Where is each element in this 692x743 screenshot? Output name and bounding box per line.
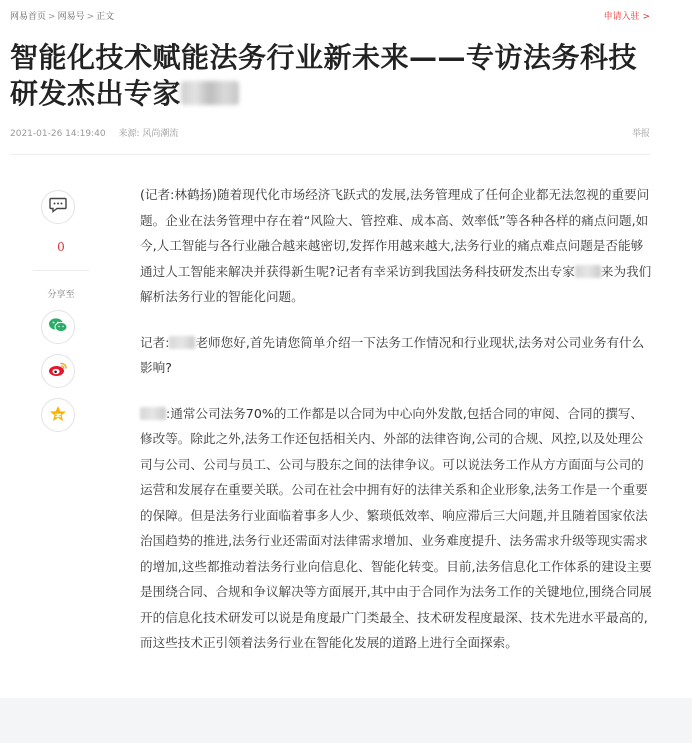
share-qzone-button[interactable] — [41, 398, 75, 432]
publish-date: 2021-01-26 14:19:40 — [10, 129, 106, 139]
article-paragraph — [140, 182, 652, 310]
wechat-icon — [48, 317, 68, 337]
report-link[interactable]: 举报 — [631, 129, 650, 139]
redacted-name — [575, 265, 601, 278]
share-label: 分享至 — [47, 290, 75, 300]
source-label: 来源: — [118, 129, 140, 139]
breadcrumb-home[interactable]: 网易首页 — [10, 12, 47, 22]
redacted-name — [181, 81, 239, 105]
comment-icon — [49, 197, 67, 217]
weibo-icon — [48, 361, 68, 381]
article-title — [10, 40, 665, 112]
source-name[interactable]: 风尚潮流 — [142, 129, 179, 139]
article-paragraph — [140, 330, 652, 381]
title-line-1: 智能化技术赋能法务行业新未来——专访法务科技 — [10, 41, 638, 74]
comment-count[interactable]: 0 — [57, 240, 65, 254]
paragraph-text: (记者:林鹤扬)随着现代化市场经济飞跃式的发展,法务管理成了任何企业都无法忽视的重要问题。企业在法务管理中存在着“风险大、管控难、成本高、效率低”等各种各样的痛点问题,如今,人工智能与各行业融合越来越密切,发挥作用越来越大,法务行业的痛点难点问题是否能够通过人工智能来解决并获得新生呢?记者有幸采访到我国法务科技研发杰出专家 — [140, 187, 650, 279]
paragraph-text: 老师您好,首先请您简单介绍一下法务工作情况和行业现状,法务对公司业务有什么影响? — [140, 334, 645, 375]
breadcrumb-separator: > — [48, 12, 56, 22]
comment-button[interactable] — [41, 190, 75, 224]
paragraph-text: 记者: — [140, 334, 170, 350]
breadcrumb-current: 正文 — [96, 12, 115, 22]
article-body — [140, 182, 652, 656]
top-bar — [10, 9, 650, 23]
breadcrumb-separator: > — [86, 12, 95, 22]
paragraph-text: 来为我们解析法务行业的智能化问题。 — [140, 263, 652, 304]
paragraph-text: :通常公司法务70%的工作都是以合同为中心向外发散,包括合同的审阅、合同的撰写、修改等。除此之外,法务工作还包括相关内、外部的法律咨询,公司的合规、风控,以及处理公司与公司、公司与员工、公司与股东之间的法律争议。可以说法务工作从方方面面与公司的运营和发展存在重要关联。公司在社会中拥有好的法律关系和企业形象,法务工作是一个重要的保障。但是法务行业面临着事多人少、繁琐低效率、响应滞后三大问题,并且随着国家依法治国趋势的推进,法务行业还需面对法律需求增加、业务难度提升、法务需求升级等现实需求的增加,这些都推动着法务行业向信息化、智能化转变。目前,法务信息化工作体系的建设主要是围绕合同、合规和争议解决等方面展开,其中由于合同作为法务工作的关键地位,围绕合同展开的信息化技术研发可以说是角度最广门类最全、技术研发程度最深、技术先进水平最高的,而这些技术正引领着法务行业在智能化发展的道路上进行全面探索。 — [140, 405, 652, 650]
footer-band — [0, 698, 692, 743]
breadcrumb-section[interactable]: 网易号 — [57, 12, 85, 22]
sidebar — [33, 190, 89, 432]
apply-link[interactable]: 申请入驻 > — [603, 12, 650, 22]
sidebar-divider — [33, 270, 89, 271]
redacted-name — [169, 336, 195, 349]
share-wechat-button[interactable] — [41, 310, 75, 344]
article-meta — [10, 126, 650, 139]
qzone-icon — [49, 405, 67, 426]
title-line-2: 研发杰出专家 — [10, 77, 182, 110]
share-weibo-button[interactable] — [41, 354, 75, 388]
redacted-name — [140, 407, 166, 420]
breadcrumb — [10, 9, 650, 22]
divider — [10, 154, 650, 155]
article-paragraph — [140, 401, 652, 656]
